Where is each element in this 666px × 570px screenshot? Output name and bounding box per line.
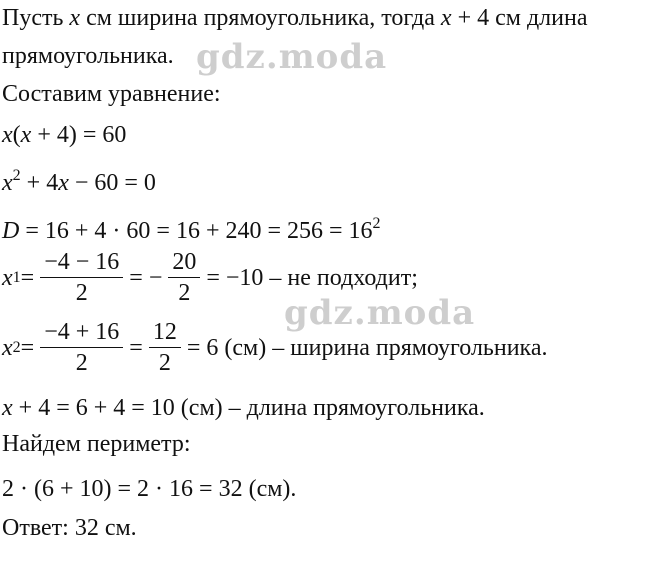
denominator: 2 <box>40 347 123 375</box>
discriminant-line <box>2 216 381 243</box>
intro-line-cont: прямоугольника. <box>2 43 174 69</box>
variable-x: x <box>2 122 13 148</box>
text: Пусть <box>2 5 70 31</box>
text: − 60 = 0 <box>68 170 156 196</box>
watermark-logo: gdz.moda <box>196 37 388 77</box>
fraction <box>168 250 200 305</box>
variable-x: x <box>69 5 81 31</box>
answer-line: Ответ: 32 см. <box>2 515 137 541</box>
text: = <box>20 334 35 361</box>
variable-x: x <box>58 170 69 196</box>
text: = <box>20 264 35 291</box>
text: + 4 = 6 + 4 = 10 (см) – длина прямоугольника. <box>12 395 485 421</box>
equation-2 <box>2 168 156 195</box>
numerator: 20 <box>172 249 197 275</box>
numerator: −4 + 16 <box>44 319 120 345</box>
variable-x: x <box>440 5 452 31</box>
variable-x: x <box>2 334 13 361</box>
variable-x: x <box>2 170 13 196</box>
text: = − <box>129 264 163 291</box>
variable-x: x <box>2 395 13 421</box>
text: + 4 см длина <box>451 5 588 31</box>
denominator: 2 <box>149 347 181 375</box>
text: + 4) = 60 <box>31 122 127 148</box>
text: ( <box>12 122 21 148</box>
perimeter-heading: Найдем периметр: <box>2 431 191 457</box>
denominator: 2 <box>40 277 123 305</box>
subscript: 2 <box>12 338 21 356</box>
equation-1 <box>2 123 126 147</box>
denominator: 2 <box>168 277 200 305</box>
text: см ширина прямоугольника, тогда <box>80 5 441 31</box>
numerator: 12 <box>152 319 177 345</box>
numerator: −4 − 16 <box>44 249 120 275</box>
variable-x: x <box>2 264 13 291</box>
length-line <box>2 396 485 420</box>
text: + 4 <box>20 170 59 196</box>
fraction <box>40 320 123 375</box>
text: = 16 + 4 · 60 = 16 + 240 = 256 = 16 <box>19 218 373 244</box>
exponent: 2 <box>372 215 381 232</box>
intro-line <box>2 6 587 30</box>
compose-equation-heading: Составим уравнение: <box>2 81 221 107</box>
exponent: 2 <box>12 167 21 184</box>
variable-x: x <box>20 122 32 148</box>
perimeter-calc: 2 · (6 + 10) = 2 · 16 = 32 (см). <box>2 476 297 502</box>
text: = −10 – не подходит; <box>206 264 418 291</box>
subscript: 1 <box>12 268 21 286</box>
fraction <box>40 250 123 305</box>
watermark-logo: gdz.moda <box>284 293 476 333</box>
text: = <box>129 334 143 361</box>
text: = 6 (см) – ширина прямоугольника. <box>186 334 548 361</box>
variable-d: D <box>2 218 20 244</box>
fraction <box>149 320 181 375</box>
